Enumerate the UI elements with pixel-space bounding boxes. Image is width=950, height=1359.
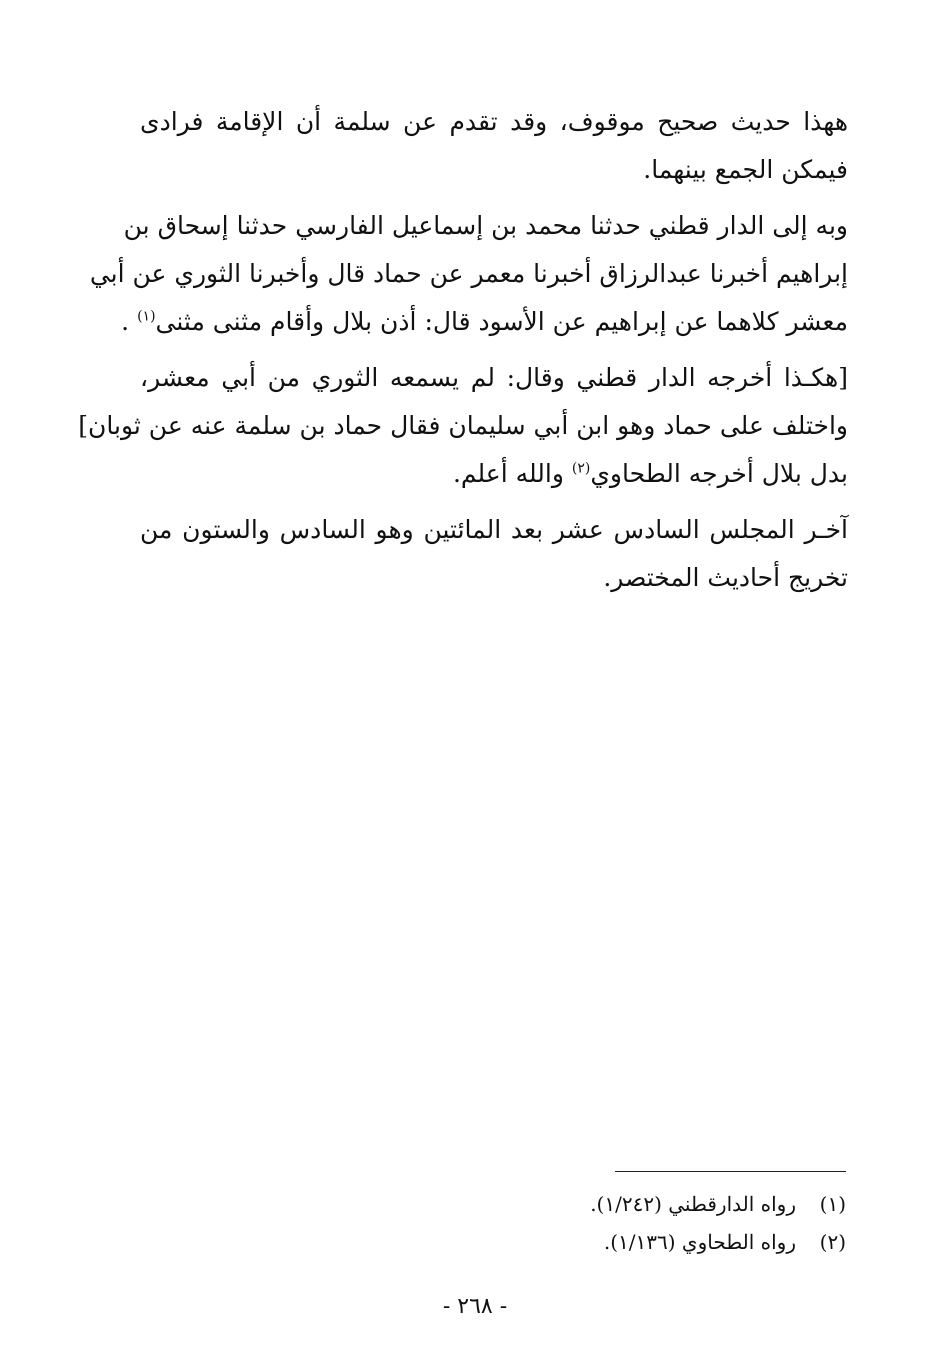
footnote-number: (٢) xyxy=(819,1230,846,1254)
paragraph-2 xyxy=(89,202,848,346)
text-line: تخريج أحاديث المختصر. xyxy=(603,563,848,592)
footnote-1 xyxy=(540,1185,846,1223)
text-line: [هكـذا أخرجه الدار قطني وقال: لم يسمعه الثوري من أبي معشر، xyxy=(140,363,848,392)
page-number: - ٢٦٨ - xyxy=(442,1294,508,1319)
text-line: واختلف على حماد وهو ابن أبي سليمان فقال حماد بن سلمة عنه عن ثوبان] xyxy=(78,411,848,440)
text-line-with-footnote xyxy=(121,298,848,346)
footnote-text: رواه الدارقطني (١/٢٤٢). xyxy=(590,1192,796,1216)
footnote-ref-1[interactable]: (١) xyxy=(137,308,156,325)
footnotes xyxy=(540,1185,846,1261)
main-text xyxy=(78,98,848,610)
text-line: فيمكن الجمع بينهما. xyxy=(643,155,848,184)
line-suffix: . xyxy=(121,307,138,336)
footnote-text: رواه الطحاوي (١/١٣٦). xyxy=(603,1230,796,1254)
text-line: بدل بلال أخرجه الطحاوي xyxy=(590,459,848,488)
paragraph-3 xyxy=(78,354,848,498)
footnote-number: (١) xyxy=(819,1192,846,1216)
text-line: معشر كلاهما عن إبراهيم عن الأسود قال: أذن بلال وأقام مثنى مثنى xyxy=(155,307,848,336)
line-suffix: والله أعلم. xyxy=(452,459,572,488)
text-line: ههذا حديث صحيح موقوف، وقد تقدم عن سلمة أن الإقامة فرادى xyxy=(140,107,848,136)
footnote-2 xyxy=(540,1223,846,1261)
footnote-divider xyxy=(615,1171,846,1172)
paragraph-1 xyxy=(140,98,848,194)
text-line: وبه إلى الدار قطني حدثنا محمد بن إسماعيل الفارسي حدثنا إسحاق بن xyxy=(123,211,848,240)
footnote-ref-2[interactable]: (٢) xyxy=(571,460,591,477)
paragraph-4 xyxy=(140,506,848,602)
text-line-with-footnote xyxy=(140,450,848,498)
text-line: آخـر المجلس السادس عشر بعد المائتين وهو السادس والستون من xyxy=(140,515,848,544)
text-line: إبراهيم أخبرنا عبدالرزاق أخبرنا معمر عن حماد قال وأخبرنا الثوري عن أبي xyxy=(89,259,848,288)
